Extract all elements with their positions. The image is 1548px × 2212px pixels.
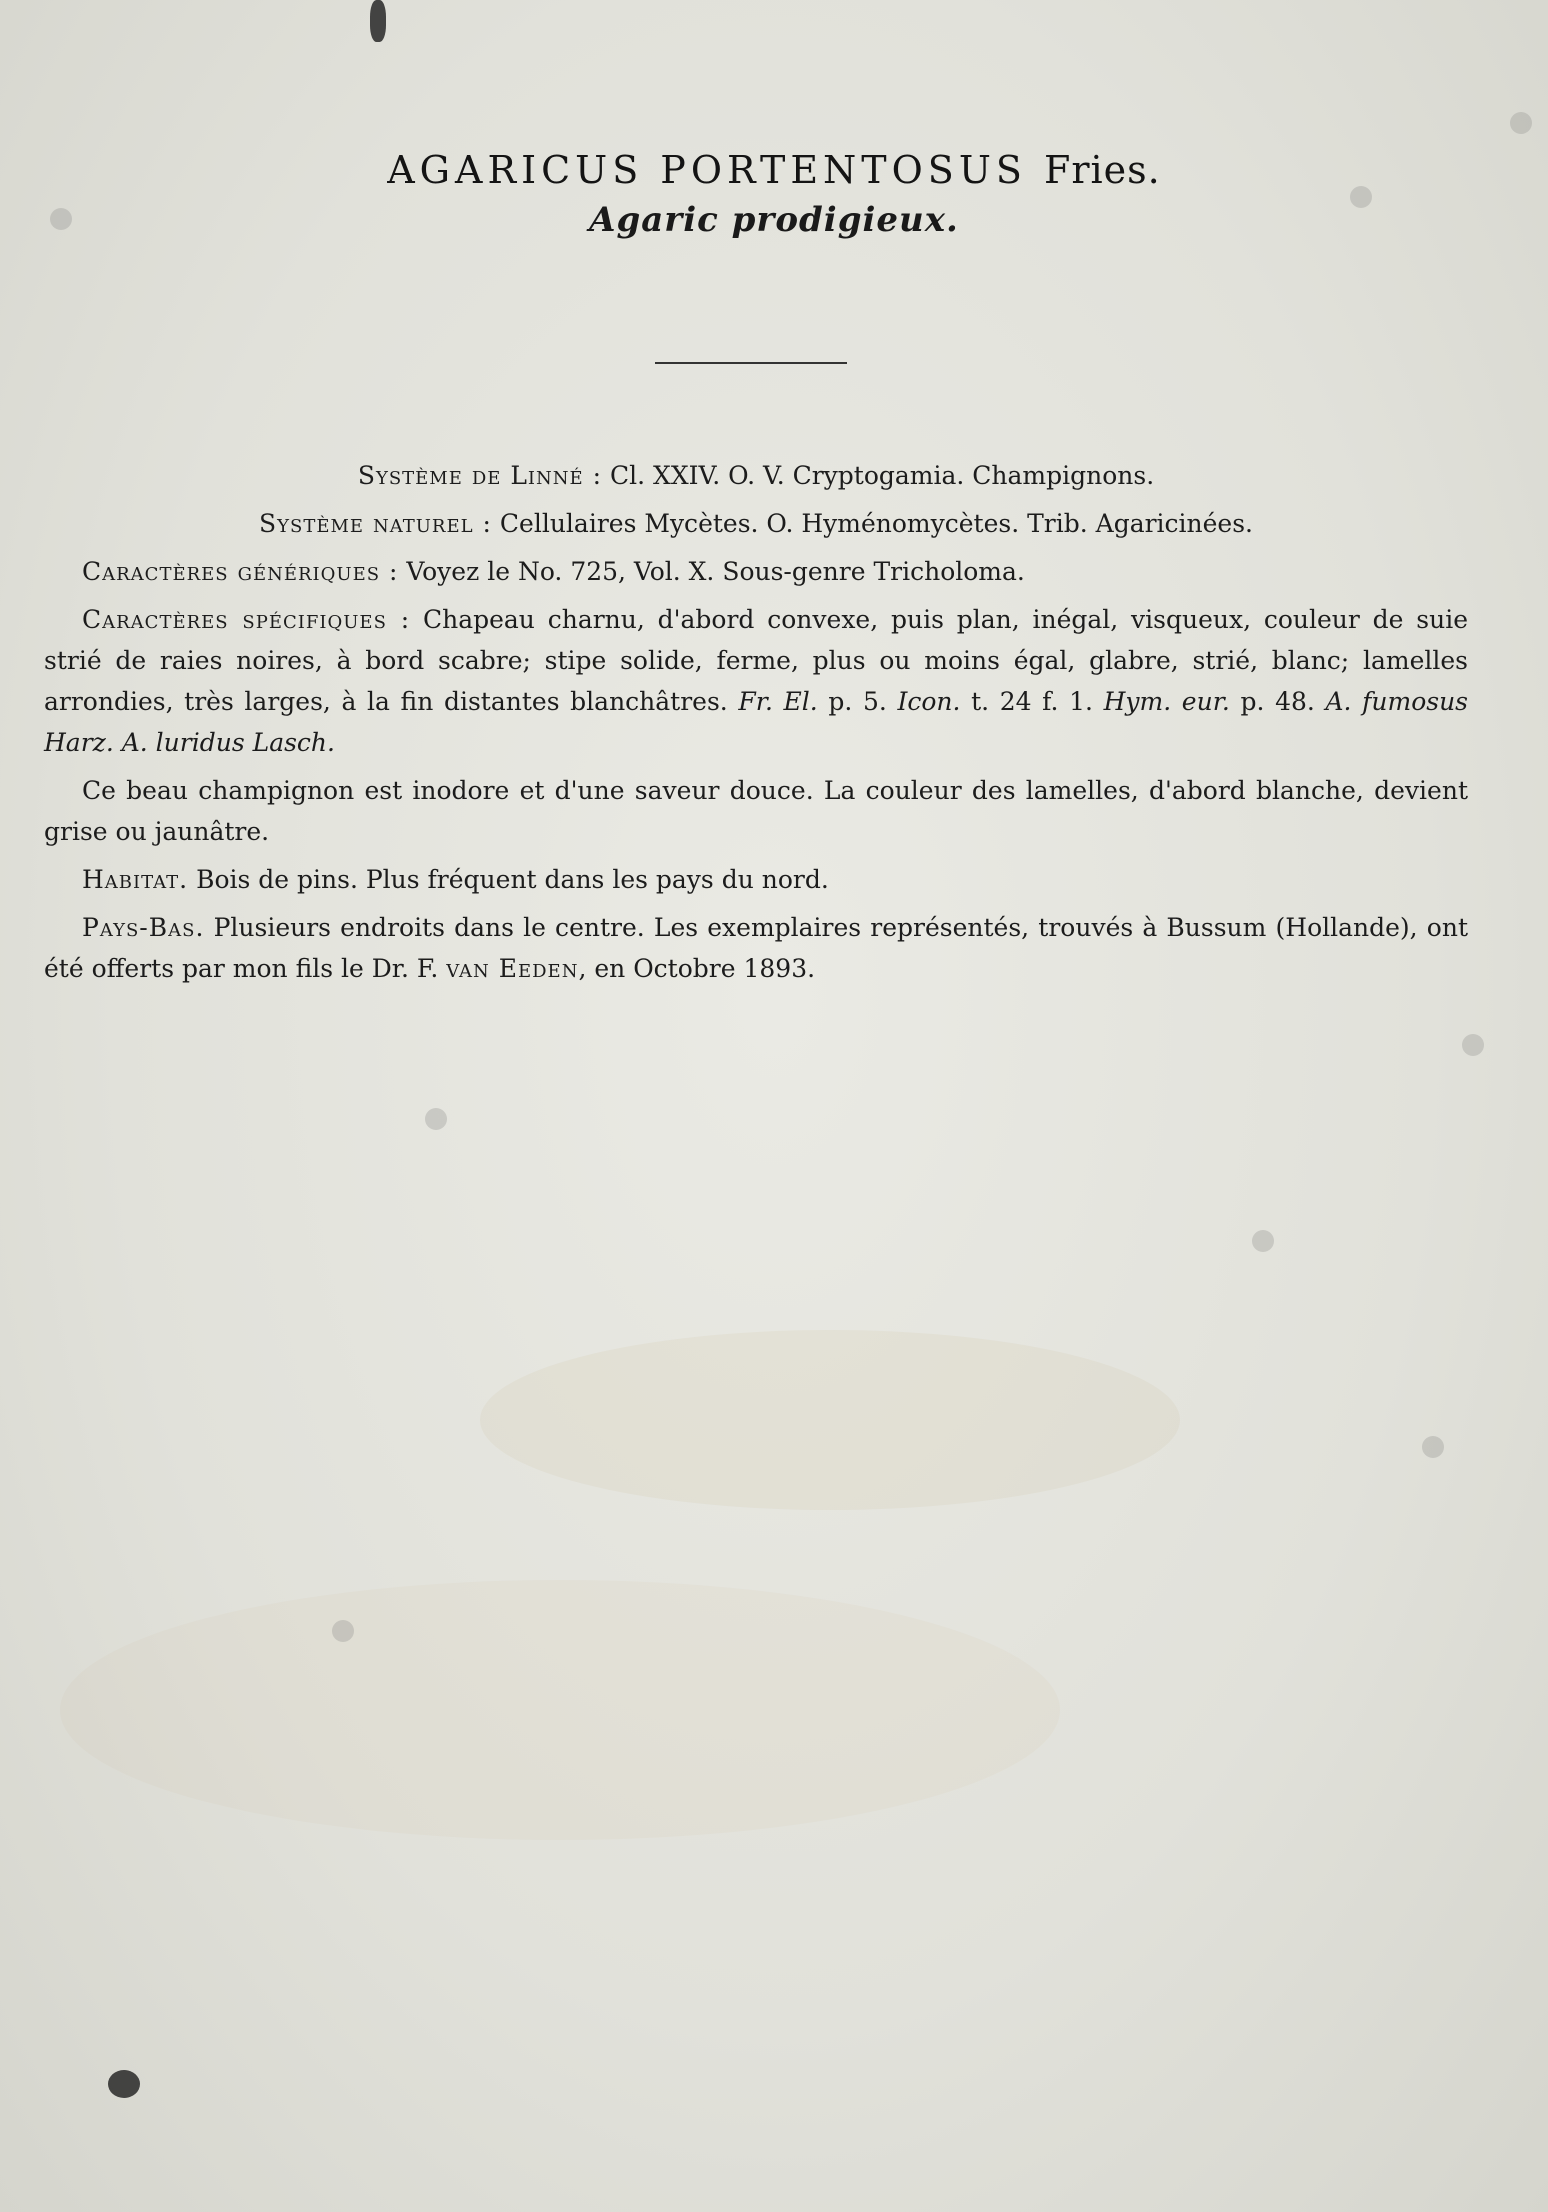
page-title xyxy=(0,148,1548,192)
body-text xyxy=(44,455,1468,996)
water-stain xyxy=(480,1330,1180,1510)
habitat-label: Habitat. xyxy=(82,865,189,894)
title-block xyxy=(0,148,1548,240)
spec-ref-icon-plate: t. 24 f. 1. xyxy=(971,687,1093,716)
spec-ref-icon: Icon. xyxy=(897,687,961,716)
linne-label: Système de Linné : xyxy=(357,461,603,490)
habitat-text: Bois de pins. Plus fréquent dans les pays du nord. xyxy=(196,865,829,894)
water-stain xyxy=(60,1580,1060,1840)
dust-spot xyxy=(425,1108,447,1130)
title-author: Fries. xyxy=(1044,148,1161,192)
spec-ref-fr-el-page: p. 5. xyxy=(828,687,887,716)
generiques-text: Voyez le No. 725, Vol. X. Sous-genre Tricholoma. xyxy=(406,557,1025,586)
paysbas-label: Pays-Bas. xyxy=(82,913,205,942)
paysbas-paragraph xyxy=(44,907,1468,989)
spec-synonyms: A. fumosus Harz. A. luridus Lasch. xyxy=(44,687,1469,757)
naturel-label: Système naturel : xyxy=(258,509,492,538)
ink-spot xyxy=(370,0,386,42)
spec-ref-hym-eur: Hym. eur. xyxy=(1103,687,1230,716)
paysbas-tail: , en Octobre 1893. xyxy=(578,954,816,983)
ink-spot xyxy=(108,2070,140,2098)
generiques-paragraph xyxy=(44,551,1468,592)
dust-spot xyxy=(1462,1034,1484,1056)
naturel-text: Cellulaires Mycètes. O. Hyménomycètes. Trib. Agaricinées. xyxy=(499,509,1254,538)
dust-spot xyxy=(1510,112,1532,134)
linne-paragraph xyxy=(44,455,1468,496)
generiques-label: Caractères génériques : xyxy=(82,557,399,586)
dust-spot xyxy=(1252,1230,1274,1252)
habitat-paragraph xyxy=(44,859,1468,900)
paysbas-name: van Eeden xyxy=(446,954,579,983)
description-paragraph: Ce beau champignon est inodore et d'une saveur douce. La couleur des lamelles, d'abord blanche, devient grise ou jaunâtre. xyxy=(44,776,1468,846)
dust-spot xyxy=(332,1620,354,1642)
paysbas-text: Plusieurs endroits dans le centre. Les exemplaires représentés, trouvés à Bussum (Hollande), ont été offerts par mon fils le Dr. F. xyxy=(44,913,1468,983)
title-rule xyxy=(655,362,847,364)
specifiques-text: Chapeau charnu, d'abord convexe, puis plan, inégal, visqueux, couleur de suie strié de raies noires, à bord scabre; stipe solide, ferme, plus ou moins égal, glabre, strié, blanc; lamelles arrondies, très larges, à la fin distantes blanchâtres. xyxy=(44,605,1468,716)
title-main: AGARICUS PORTENTOSUS xyxy=(387,148,1027,192)
naturel-paragraph xyxy=(44,503,1468,544)
specifiques-label: Caractères spécifiques : xyxy=(82,605,411,634)
spec-ref-fr-el: Fr. El. xyxy=(738,687,818,716)
spec-ref-hym-eur-page: p. 48. xyxy=(1240,687,1315,716)
page-subtitle: Agaric prodigieux. xyxy=(589,200,959,240)
linne-text: Cl. XXIV. O. V. Cryptogamia. Champignons. xyxy=(610,461,1155,490)
dust-spot xyxy=(1422,1436,1444,1458)
specifiques-paragraph xyxy=(44,599,1468,763)
